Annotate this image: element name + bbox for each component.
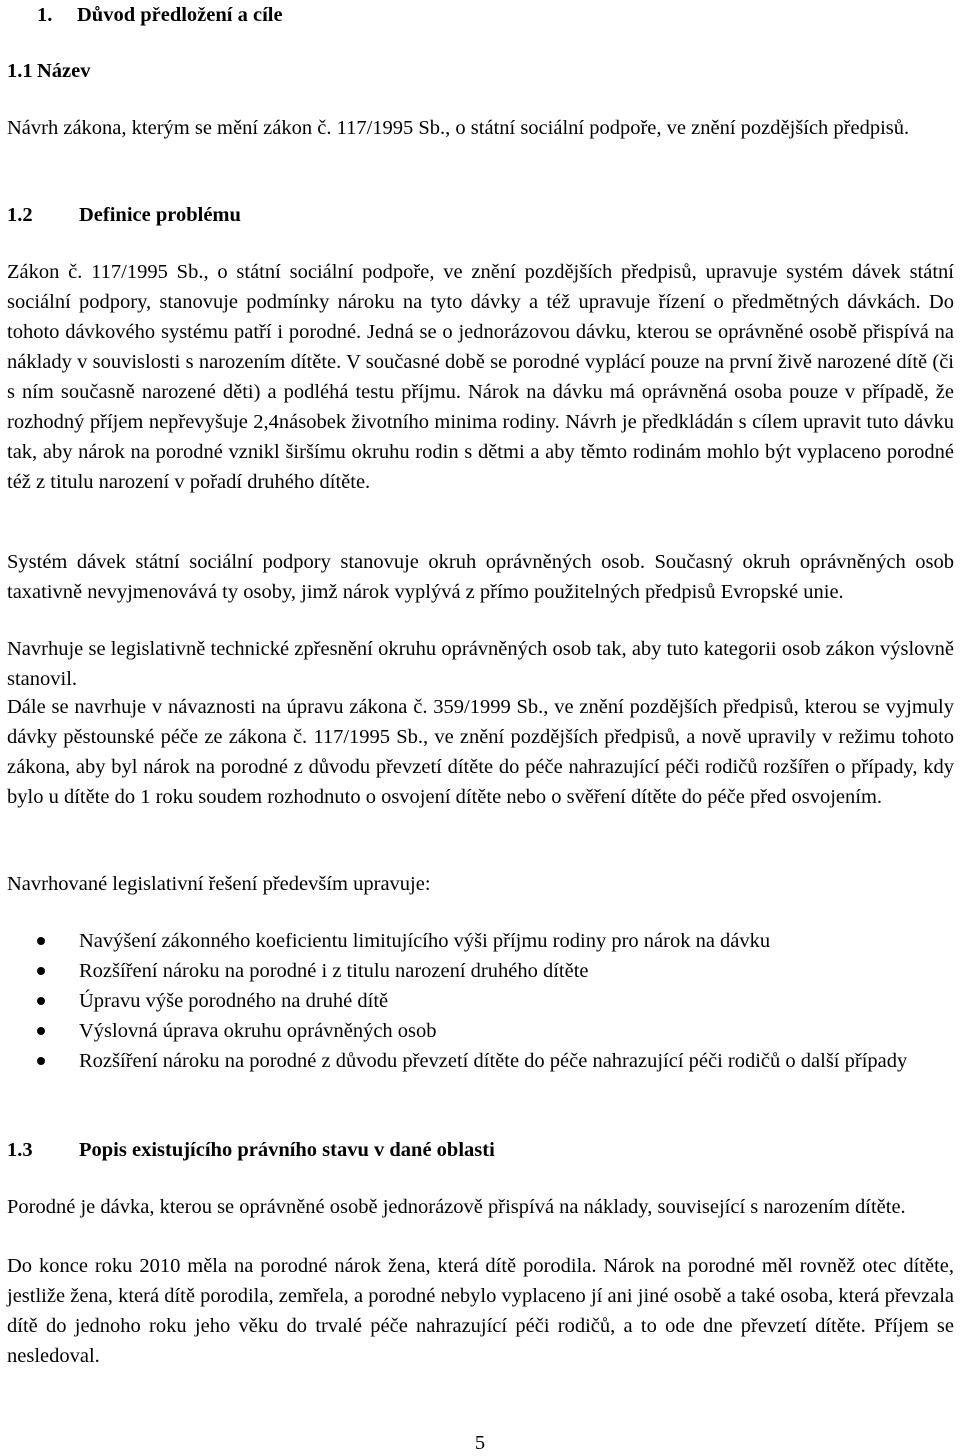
main-heading-number: 1.: [37, 4, 53, 26]
section-1-2-paragraph-4: Dále se navrhuje v návaznosti na úpravu zákona č. 359/1999 Sb., ve znění pozdějších předpisů, kterou se vyjmuly dávky pěstounské péče ze zákona č. 117/1995 Sb., ve znění pozdějších předpisů, a nově upravily v režimu tohoto zákona, aby byl nárok na porodné z důvodu převzetí dítěte do péče nahrazující péči rodičů rozšířen o případy, kdy bylo u dítěte do 1 roku soudem rozhodnuto o osvojení dítěte nebo o svěření dítěte do péče před osvojením.: [7, 696, 954, 808]
list-item: [0, 986, 954, 1016]
solution-list: [0, 926, 960, 1076]
bullet-icon: [37, 967, 45, 975]
page-number: 5: [474, 1432, 486, 1454]
list-item: [0, 926, 954, 956]
section-1-2-number: 1.2: [7, 204, 33, 226]
list-item-text: Úpravu výše porodného na druhé dítě: [79, 990, 389, 1012]
list-item: [0, 1016, 954, 1046]
list-item-text: Navýšení zákonného koeficientu limitujícího výši příjmu rodiny pro nárok na dávku: [79, 930, 771, 952]
section-1-3-title: Popis existujícího právního stavu v dané oblasti: [79, 1139, 495, 1161]
section-1-2-paragraph-2: Systém dávek státní sociální podpory stanovuje okruh oprávněných osob. Současný okruh oprávněných osob taxativně nevyjmenovává ty osoby, jimž nárok vyplývá z přímo použitelných předpisů Evropské unie.: [7, 551, 954, 603]
bullet-icon: [37, 1027, 45, 1035]
list-item: [0, 956, 954, 986]
section-1-1-heading: [7, 56, 91, 86]
section-1-2-heading: [7, 200, 241, 230]
section-1-3-paragraph-1: Porodné je dávka, kterou se oprávněné osobě jednorázově přispívá na náklady, související s narozením dítěte.: [7, 1196, 906, 1218]
section-1-2-paragraph-1: Zákon č. 117/1995 Sb., o státní sociální podpoře, ve znění pozdějších předpisů, upravuje systém dávek státní sociální podpory, stanovuje podmínky nároku na tyto dávky a též upravuje řízení o předmětných dávkách. Do tohoto dávkového systému patří i porodné. Jedná se o jednorázovou dávku, kterou se oprávněné osobě přispívá na náklady v souvislosti s narozením dítěte. V současné době se porodné vyplácí pouze na první živě narozené dítě (či s ním současně narozené děti) a podléhá testu příjmu. Nárok na dávku má oprávněná osoba pouze v případě, že rozhodný příjem nepřevyšuje 2,4násobek životního minima rodiny. Návrh je předkládán s cílem upravit tuto dávku tak, aby nárok na porodné vznikl širšímu okruhu rodin s dětmi a aby těmto rodinám mohlo být vyplaceno porodné též z titulu narození v pořadí druhého dítěte.: [7, 261, 954, 493]
list-item: [0, 1046, 954, 1076]
section-1-1-number: 1.1: [7, 60, 33, 82]
bullet-icon: [37, 1057, 45, 1065]
section-1-3-number: 1.3: [7, 1139, 33, 1161]
bullet-icon: [37, 937, 45, 945]
bullet-icon: [37, 997, 45, 1005]
section-1-3-paragraph-2: Do konce roku 2010 měla na porodné nárok žena, která dítě porodila. Nárok na porodné měl rovněž otec dítěte, jestliže žena, která dítě porodila, zemřela, a porodné nebylo vyplaceno jí ani jiné osobě a také osoba, která převzala dítě do jednoho roku jeho věku do trvalé péče nahrazující péči rodičů, a to ode dne převzetí dítěte. Příjem se nesledoval.: [7, 1255, 954, 1367]
section-1-1-title: Název: [37, 60, 91, 82]
section-1-1-body: Návrh zákona, kterým se mění zákon č. 117/1995 Sb., o státní sociální podpoře, ve znění pozdějších předpisů.: [7, 117, 910, 139]
solution-intro: Navrhované legislativní řešení především upravuje:: [7, 873, 431, 895]
list-item-text: Rozšíření nároku na porodné z důvodu převzetí dítěte do péče nahrazující péči rodičů o další případy: [79, 1050, 908, 1072]
section-1-3-heading: [7, 1135, 495, 1165]
main-heading: [7, 0, 283, 30]
main-heading-title: Důvod předložení a cíle: [77, 4, 283, 26]
list-item-text: Výslovná úprava okruhu oprávněných osob: [79, 1020, 437, 1042]
list-item-text: Rozšíření nároku na porodné i z titulu narození druhého dítěte: [79, 960, 589, 982]
section-1-2-title: Definice problému: [79, 204, 241, 226]
section-1-2-paragraph-3: Navrhuje se legislativně technické zpřesnění okruhu oprávněných osob tak, aby tuto kategorii osob zákon výslovně stanovil.: [7, 638, 954, 690]
